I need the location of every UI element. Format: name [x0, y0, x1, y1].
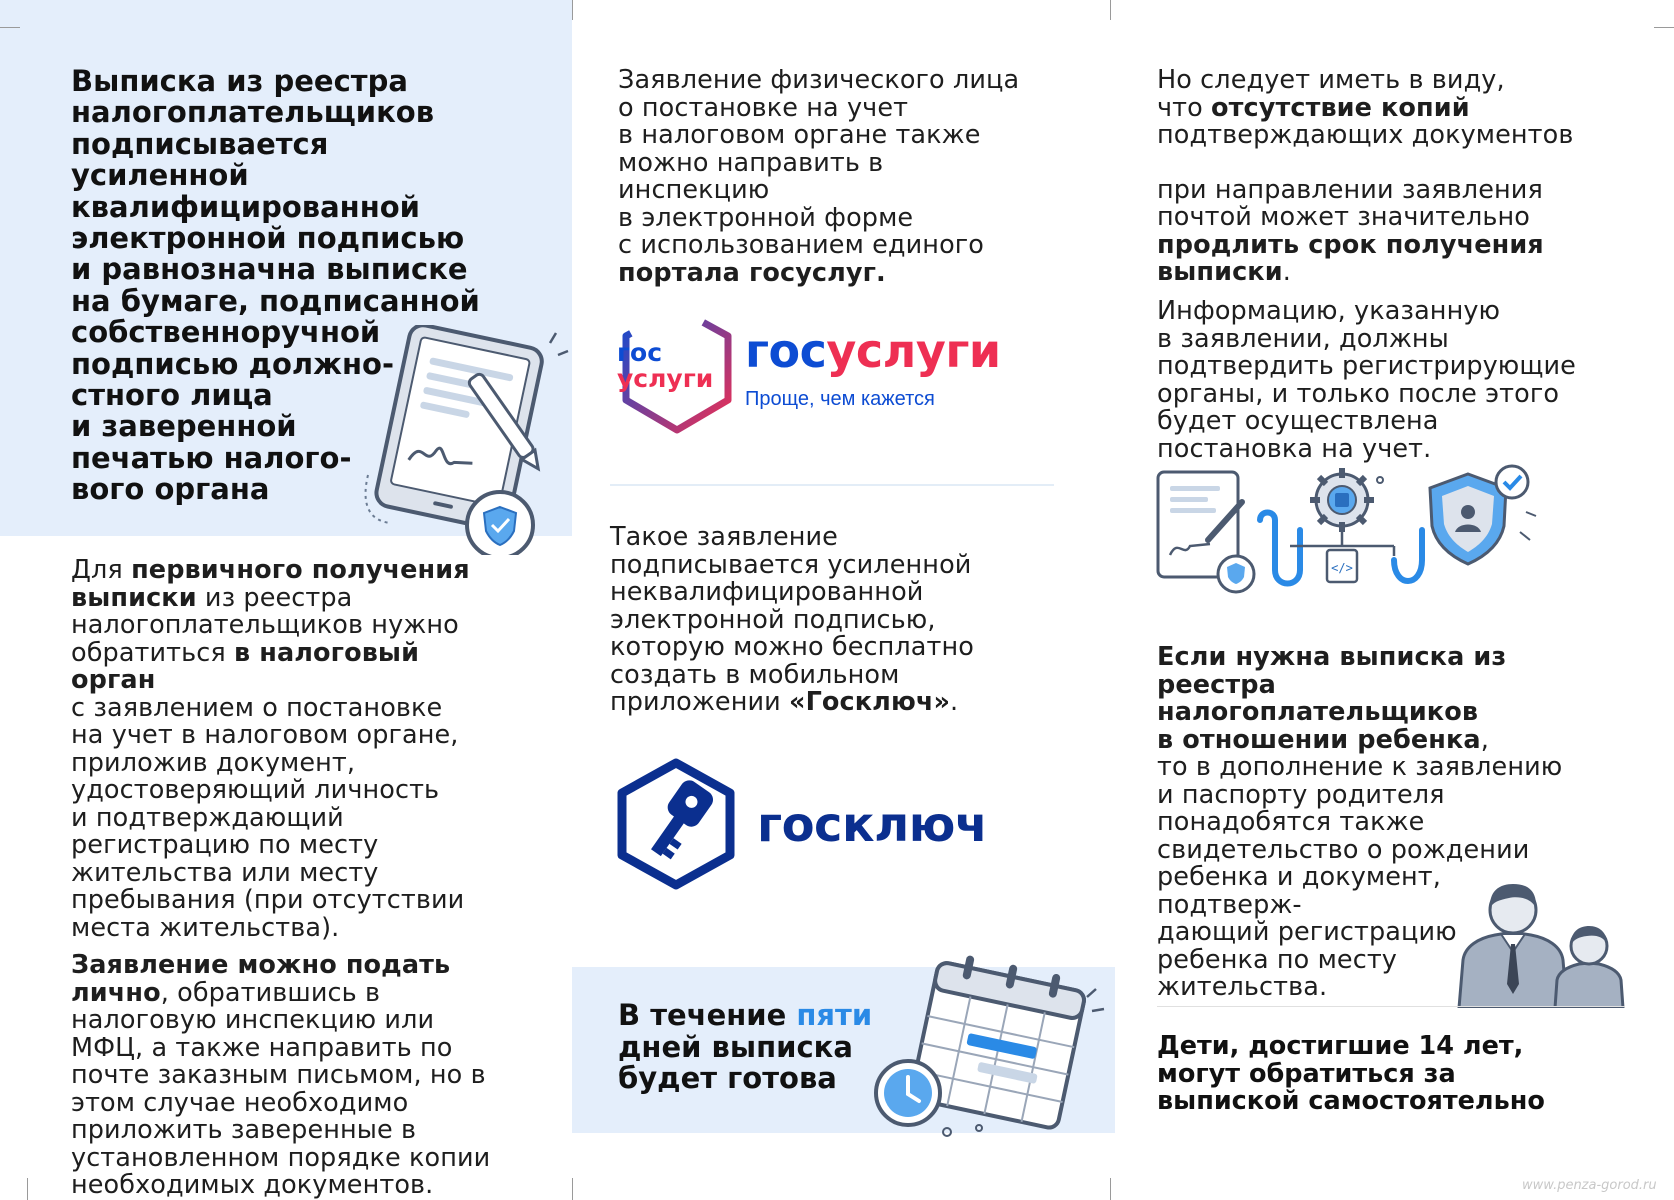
gosuslugi-word-uslugi: услуги: [826, 324, 1001, 378]
text-line: и паспорту родителя: [1157, 779, 1445, 810]
text-line: налоговую инспекцию или: [71, 1005, 435, 1035]
highlight-five: пяти: [796, 998, 873, 1032]
text-run: что: [1157, 92, 1212, 123]
text-line: необходимых документов.: [71, 1170, 434, 1200]
col3-paragraph-4: [1157, 1033, 1545, 1116]
text-run-bold: орган: [71, 665, 156, 695]
text-run-bold: лично: [71, 977, 161, 1008]
text-line: можно направить в: [618, 147, 884, 178]
text-line: с использованием единого: [618, 230, 984, 260]
text-line: инспекцию: [618, 175, 770, 205]
col1-paragraph-1: [71, 557, 470, 942]
headline-line: налогоплательщиков: [71, 95, 435, 130]
gosuslugi-badge-bottom: услуги: [617, 364, 714, 393]
headline-line: на бумаге, подписанной: [71, 283, 480, 318]
col3-paragraph-2: [1157, 298, 1576, 463]
text-line: жительства.: [1157, 972, 1328, 1002]
watermark: www.penza-gorod.ru: [1522, 1178, 1657, 1193]
goskey-logo: [612, 757, 992, 892]
text-line-bold: могут обратиться за: [1157, 1058, 1456, 1089]
text-line: то в дополнение к заявлению: [1157, 752, 1563, 782]
crop-mark: [1654, 27, 1674, 28]
tablet-signature-icon: [360, 325, 570, 555]
headline-line: усиленной: [71, 158, 249, 193]
col2-paragraph-2: [610, 524, 974, 717]
headline-line: подписывается: [71, 126, 329, 161]
headline-line: квалифицированной: [71, 189, 420, 224]
text-run: приложении: [610, 687, 790, 717]
text-run-bold: В течение: [618, 998, 797, 1032]
text-line: при направлении заявления: [1157, 174, 1543, 205]
text-run-bold: выписки: [1157, 257, 1283, 287]
text-line: неквалифицированной: [610, 577, 924, 607]
crop-mark: [1110, 0, 1111, 20]
col1-paragraph-2: [71, 952, 490, 1200]
text-run-bold: реестра: [1157, 669, 1276, 700]
text-line: в заявлении, должны: [1157, 323, 1449, 354]
text-line-bold: выпиской самостоятельно: [1157, 1086, 1545, 1116]
text-line: МФЦ, а также направить по: [71, 1032, 453, 1063]
text-run-bold: первичного получения: [131, 555, 470, 585]
gosuslugi-word-gos: гос: [745, 324, 827, 378]
text-run-bold: Если нужна выписка из: [1157, 642, 1507, 672]
text-line: приложив документ,: [71, 747, 356, 778]
text-run-bold: в налоговый: [234, 637, 420, 668]
text-line: Информацию, указанную: [1157, 296, 1501, 326]
text-run-bold: выписки: [71, 582, 197, 613]
text-line: налогоплательщиков нужно: [71, 610, 459, 640]
text-line: свидетельство о рождении: [1157, 834, 1530, 865]
crop-mark: [1110, 1178, 1111, 1200]
col2-paragraph-1: [618, 67, 1019, 287]
process-flow-icon: [1150, 460, 1540, 600]
calendar-clock-icon: [872, 955, 1112, 1137]
text-line: ребенка по месту: [1157, 944, 1397, 975]
text-run-bold: Заявление можно подать: [71, 950, 451, 980]
headline-line: и заверенной: [71, 409, 297, 444]
text-line: установленном порядке копии: [71, 1142, 491, 1173]
text-run: ,: [1480, 724, 1489, 755]
text-run: .: [1282, 257, 1291, 287]
crop-mark: [572, 0, 573, 20]
crop-mark: [0, 27, 20, 28]
text-run: из реестра: [196, 582, 353, 613]
text-line: Такое заявление: [610, 522, 838, 552]
text-run: Для: [71, 555, 132, 585]
crop-mark: [27, 1178, 28, 1200]
text-line: приложить заверенные в: [71, 1115, 417, 1145]
goskey-logo-icon: [612, 757, 740, 891]
text-run-bold: продлить срок получения: [1157, 229, 1544, 260]
text-line: дающий регистрацию: [1157, 917, 1457, 947]
text-line: на учет в налоговом органе,: [71, 720, 459, 750]
text-line: и подтверждающий: [71, 802, 344, 833]
text-run-bold: портала госуслуг.: [618, 257, 886, 288]
text-line: в налоговом органе также: [618, 120, 981, 150]
text-line: этом случае необходимо: [71, 1087, 409, 1118]
text-line-bold: Дети, достигшие 14 лет,: [1157, 1031, 1524, 1061]
text-line: о постановке на учет: [618, 92, 909, 123]
headline-line: вого органа: [71, 472, 270, 507]
headline-line: электронной подписью: [71, 221, 465, 256]
headline-line: печатью налого-: [71, 440, 352, 475]
section-divider: [1157, 1006, 1625, 1007]
headline-line: стного лица: [71, 378, 273, 413]
text-line: Заявление физического лица: [618, 65, 1020, 95]
text-line: подписывается усиленной: [610, 549, 972, 580]
text-line: пребывания (при отсутствии: [71, 885, 465, 915]
headline-line: и равнозначна выписке: [71, 252, 468, 287]
text-line: создать в мобильном: [610, 659, 900, 690]
text-line: почтой может значительно: [1157, 202, 1530, 232]
text-line: в электронной форме: [618, 202, 914, 233]
svg-text:</>: </>: [1331, 561, 1353, 575]
text-line-bold: будет готова: [618, 1061, 837, 1095]
gosuslugi-badge-top: гос: [617, 338, 663, 367]
text-line: понадобятся также: [1157, 807, 1425, 837]
text-line: органы, и только после этого: [1157, 378, 1560, 409]
headline-line: подписью должно-: [71, 346, 394, 381]
text-line: электронной подписью,: [610, 604, 936, 635]
text-line: подтвердить регистрирующие: [1157, 351, 1576, 381]
column-divider: [610, 484, 1054, 486]
text-line: постановка на учет.: [1157, 433, 1432, 464]
text-line: места жительства).: [71, 912, 340, 943]
col3-paragraph-1: [1157, 67, 1573, 287]
text-line: ребенка и документ,: [1157, 862, 1441, 892]
text-run-bold: налогоплательщиков: [1157, 697, 1479, 727]
text-line: регистрацию по месту: [71, 830, 379, 860]
gosuslugi-slogan: Проще, чем кажется: [745, 388, 935, 410]
text-run-bold: в отношении ребенка: [1157, 724, 1481, 755]
gosuslugi-wordmark: [745, 324, 1001, 378]
paragraph-gap: [1157, 150, 1573, 177]
text-line: будет осуществлена: [1157, 406, 1439, 436]
text-line: с заявлением о постановке: [71, 692, 443, 723]
text-line: жительства или месту: [71, 857, 379, 888]
text-run: , обратившись в: [160, 977, 381, 1008]
text-line: подтверж-: [1157, 889, 1302, 920]
text-run: .: [950, 687, 959, 717]
deadline-banner-text: [618, 1000, 872, 1095]
text-run-bold: «Госключ»: [789, 687, 951, 717]
text-line: Но следует иметь в виду,: [1157, 65, 1505, 95]
text-line: почте заказным письмом, но в: [71, 1060, 486, 1090]
goskey-wordmark: госключ: [757, 797, 988, 853]
headline-line: собственноручной: [71, 315, 381, 350]
text-line-bold: дней выписка: [618, 1029, 853, 1064]
text-run-bold: отсутствие копий: [1211, 92, 1470, 123]
text-line: которую можно бесплатно: [610, 632, 974, 662]
text-line: подтверждающих документов: [1157, 120, 1574, 150]
parent-child-icon: [1455, 880, 1625, 1008]
text-run: обратиться: [71, 637, 235, 668]
text-line: удостоверяющий личность: [71, 775, 440, 805]
gosuslugi-logo: [612, 300, 1002, 440]
crop-mark: [572, 1178, 573, 1200]
headline-line: Выписка из реестра: [71, 64, 408, 98]
